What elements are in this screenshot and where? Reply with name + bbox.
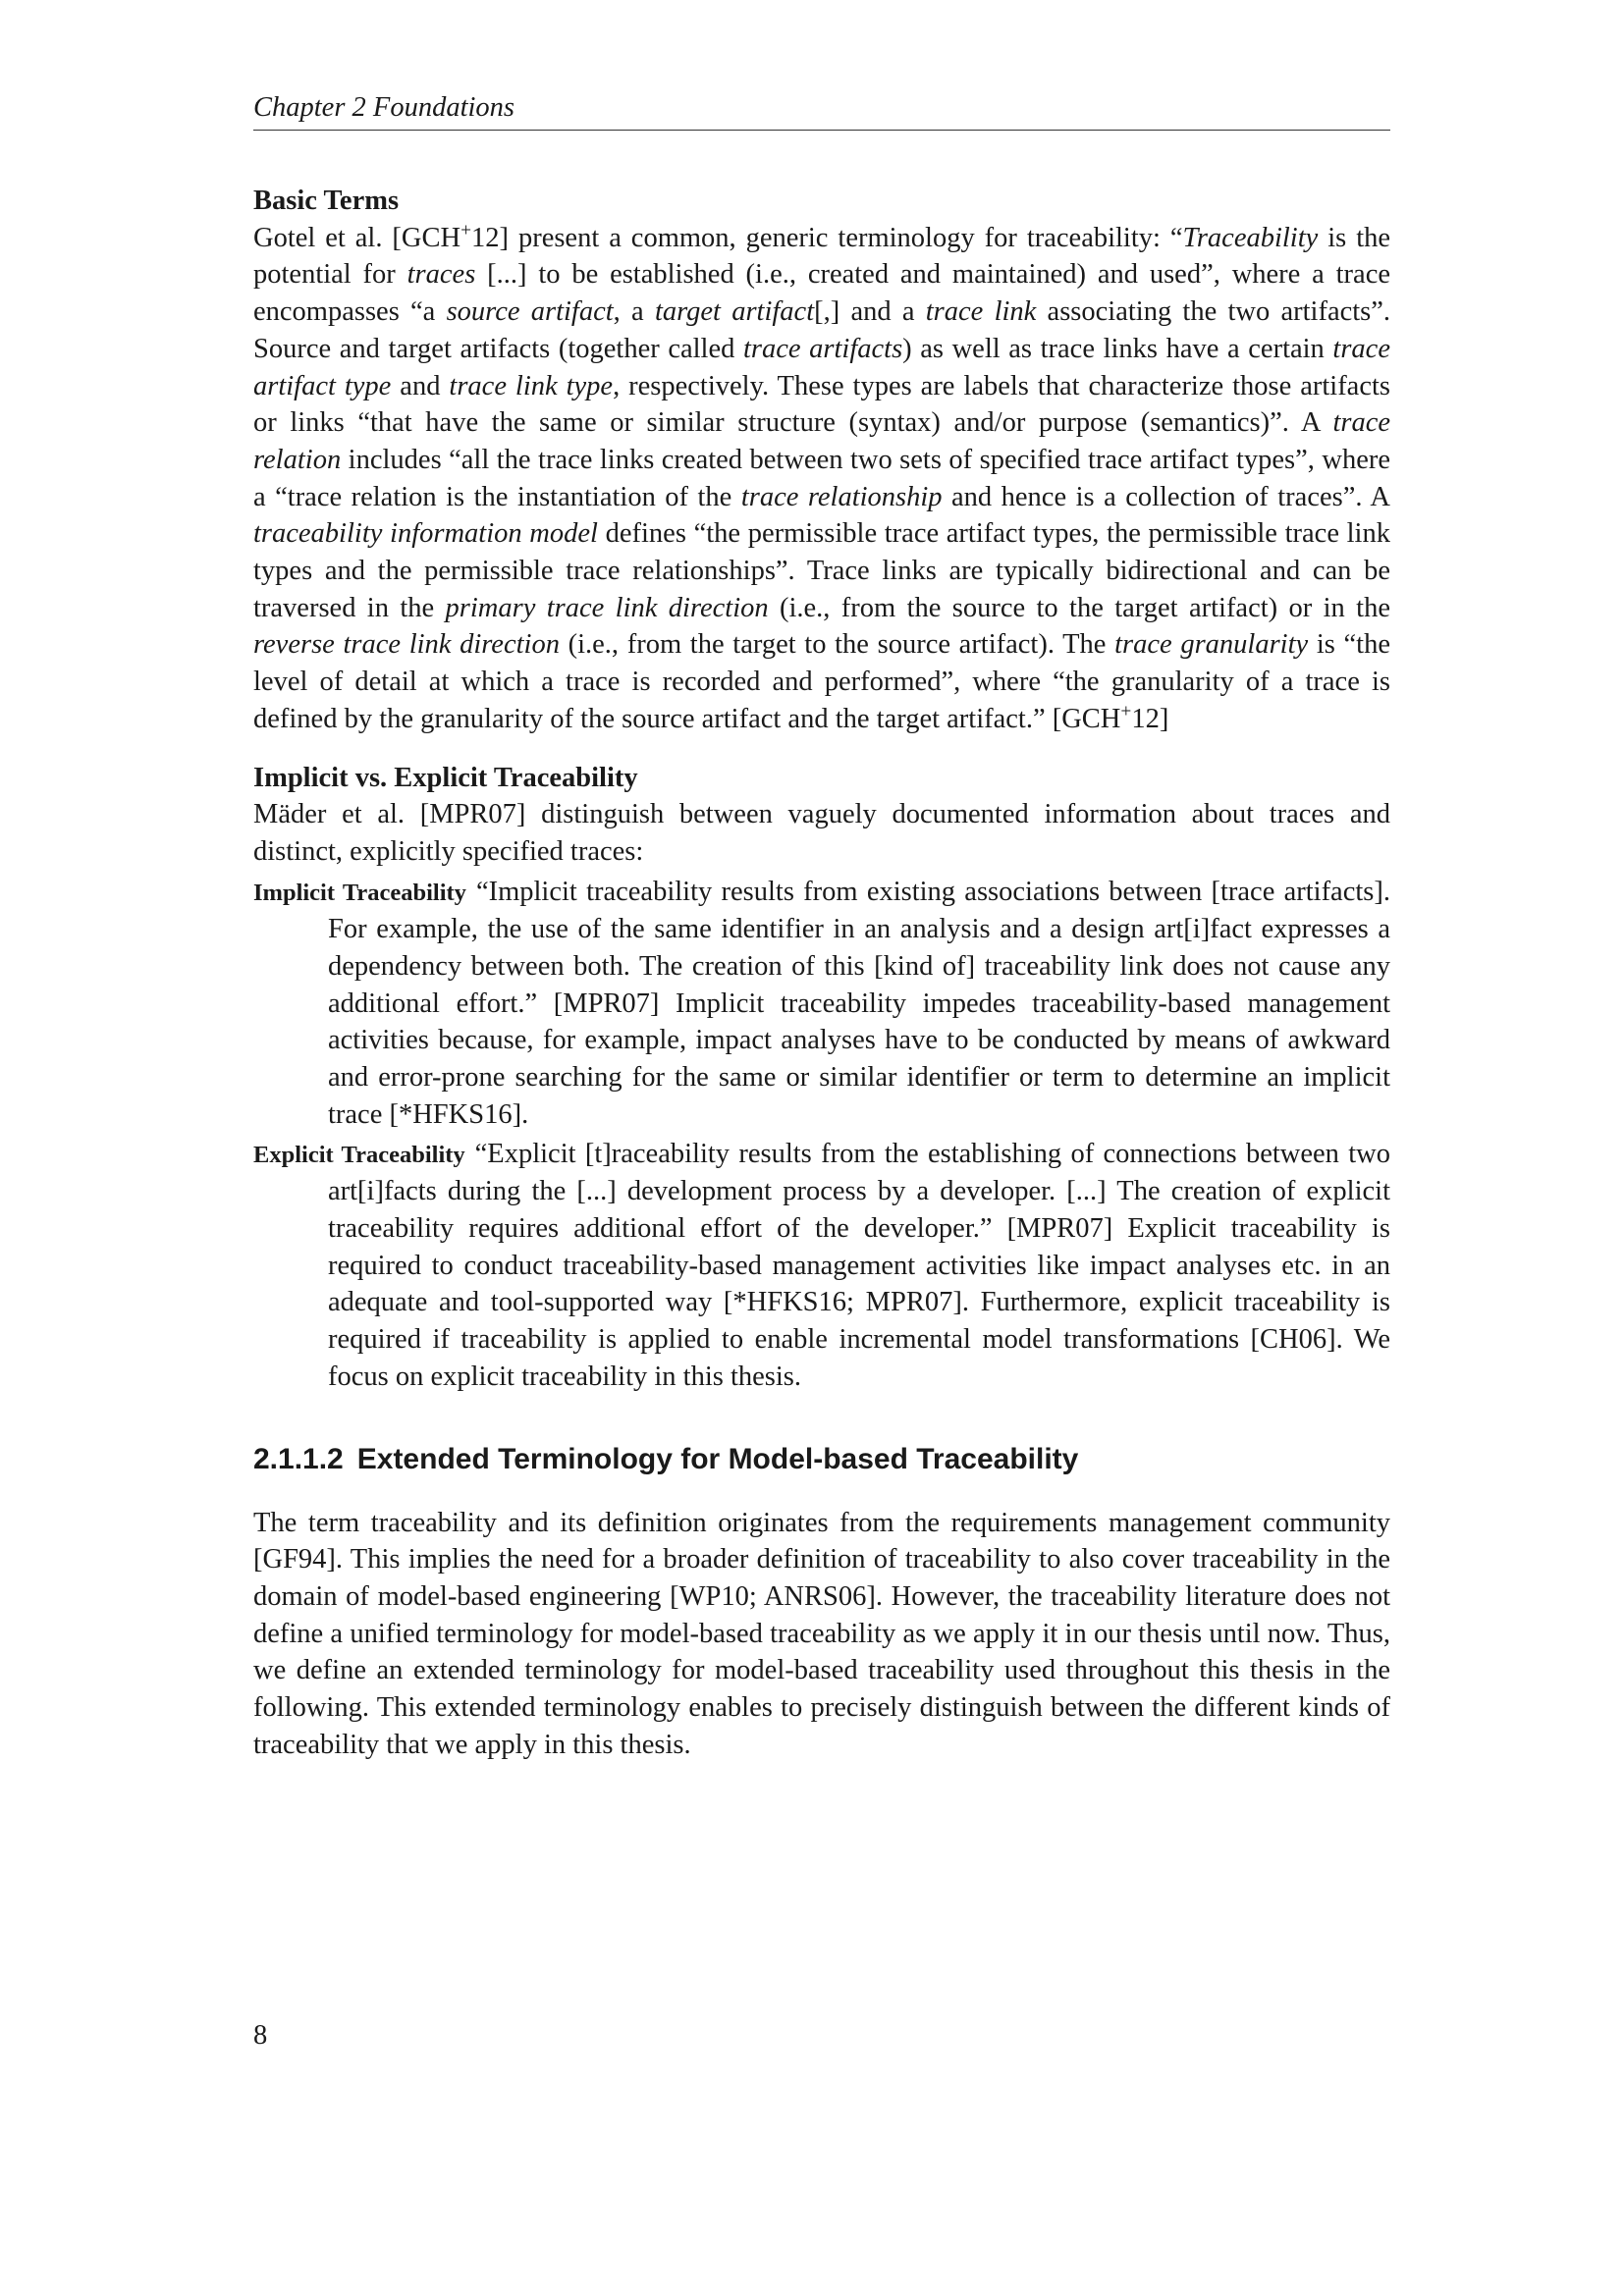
- text-run: and: [391, 370, 450, 401]
- italic-term: traces: [406, 259, 476, 291]
- subsection-heading: [253, 1441, 1390, 1478]
- text-run: [,] and a: [814, 296, 926, 328]
- italic-term: trace relationship: [740, 481, 943, 512]
- italic-term: reverse trace link direction: [253, 629, 560, 661]
- text-run: and hence is a collection of traces”. A: [942, 481, 1390, 512]
- definition-list: [253, 874, 1390, 1396]
- italic-term: primary trace link direction: [445, 592, 769, 623]
- italic-term: Traceability: [1182, 222, 1319, 253]
- text-run: 12]: [1131, 703, 1169, 734]
- text-run: is “the level of detail at which a trace is recorded and performed”, where “the granularity of a trace is defined by the granularity of the source artifact and the target artifact.” [GCH: [253, 629, 1390, 734]
- italic-term: trace granularity: [1114, 629, 1309, 661]
- definition-term: Implicit Traceability: [253, 879, 466, 906]
- page-number: 8: [253, 2020, 268, 2051]
- italic-term: trace link: [925, 296, 1037, 328]
- italic-term: trace artifacts: [742, 333, 903, 364]
- text-run: associating the two artifacts”. Source and target artifacts (together called: [253, 296, 1391, 364]
- italic-term: target artifact: [654, 296, 815, 328]
- text-run: (i.e., from the source to the target artifact) or in the: [768, 592, 1390, 623]
- italic-term: traceability information model: [253, 518, 598, 550]
- italic-term: trace relation: [253, 407, 1390, 475]
- text-run: [...] to be established (i.e., created and maintained) and used”, where a trace encompasses “a: [253, 259, 1390, 328]
- subsection-title: Extended Terminology for Model-based Traceability: [356, 1442, 1079, 1475]
- implicit-explicit-intro: Mäder et al. [MPR07] distinguish between vaguely documented information about traces and distinct, explicitly specified traces:: [253, 799, 1390, 867]
- basic-terms-paragraph: [253, 220, 1390, 738]
- text-run: (i.e., from the target to the source artifact). The: [559, 629, 1115, 661]
- superscript: +: [460, 220, 472, 241]
- definition-text: “Explicit [t]raceability results from the establishing of connections between two art[i]facts during the [...] development process by a developer. [...] The creation of explicit traceability requires additional effort of the developer.” [MPR07] Explicit traceability is required to conduct traceability-based management activities like impact analyses etc. in an adequate and tool-supported way [*HFKS16; MPR07]. Furthermore, explicit traceability is required if traceability is applied to enable incremental model transformations [CH06]. We focus on explicit traceability in this thesis.: [328, 1138, 1390, 1392]
- italic-term: trace link type: [449, 370, 614, 401]
- page: [253, 90, 1390, 1763]
- italic-term: trace artifact type: [253, 333, 1390, 401]
- superscript: +: [1120, 701, 1132, 722]
- implicit-explicit-heading: Implicit vs. Explicit Traceability: [253, 762, 638, 793]
- definition-term: Explicit Traceability: [253, 1141, 465, 1168]
- text-run: , a: [613, 296, 655, 328]
- text-run: is the potential for: [253, 222, 1391, 291]
- basic-terms-heading: Basic Terms: [253, 186, 400, 216]
- subsection-number: 2.1.1.2: [253, 1442, 344, 1475]
- text-run: includes “all the trace links created between two sets of specified trace artifact types”, where a “trace relation is the instantiation of the: [253, 444, 1390, 512]
- running-header: Chapter 2 Foundations: [253, 90, 1390, 131]
- text-run: Gotel et al. [GCH: [253, 222, 461, 253]
- subsection-paragraph: The term traceability and its definition originates from the requirements management community [GF94]. This implies the need for a broader definition of traceability to also cover traceability in the domain of model-based engineering [WP10; ANRS06]. However, the traceability literature does not define a unified terminology for model-based traceability as we apply it in our thesis until now. Thus, we define an extended terminology for model-based traceability used throughout this thesis in the following. This extended terminology enables to precisely distinguish between the different kinds of traceability that we apply in this thesis.: [253, 1507, 1390, 1760]
- italic-term: source artifact: [446, 296, 614, 328]
- text-run: 12] present a common, generic terminology for traceability: “: [471, 222, 1183, 253]
- text-run: ) as well as trace links have a certain: [902, 333, 1333, 364]
- text-run: defines “the permissible trace artifact types, the permissible trace link types and the permissible trace relationships”. Trace links are typically bidirectional and can be traversed in the: [253, 518, 1390, 623]
- definition-item-explicit: [253, 1136, 1390, 1396]
- text-run: , respectively. These types are labels that characterize those artifacts or links “that have the same or similar structure (syntax) and/or purpose (semantics)”. A: [253, 370, 1390, 439]
- definition-text: “Implicit traceability results from existing associations between [trace artifacts]. For example, the use of the same identifier in an analysis and a design art[i]fact expresses a dependency between both. The creation of this [kind of] traceability link does not cause any additional effort.” [MPR07] Implicit traceability impedes traceability-based management activities because, for example, impact analyses have to be conducted by means of awkward and error-prone searching for the same or similar identifier or term to determine an implicit trace [*HFKS16].: [328, 876, 1390, 1130]
- definition-item-implicit: [253, 874, 1390, 1134]
